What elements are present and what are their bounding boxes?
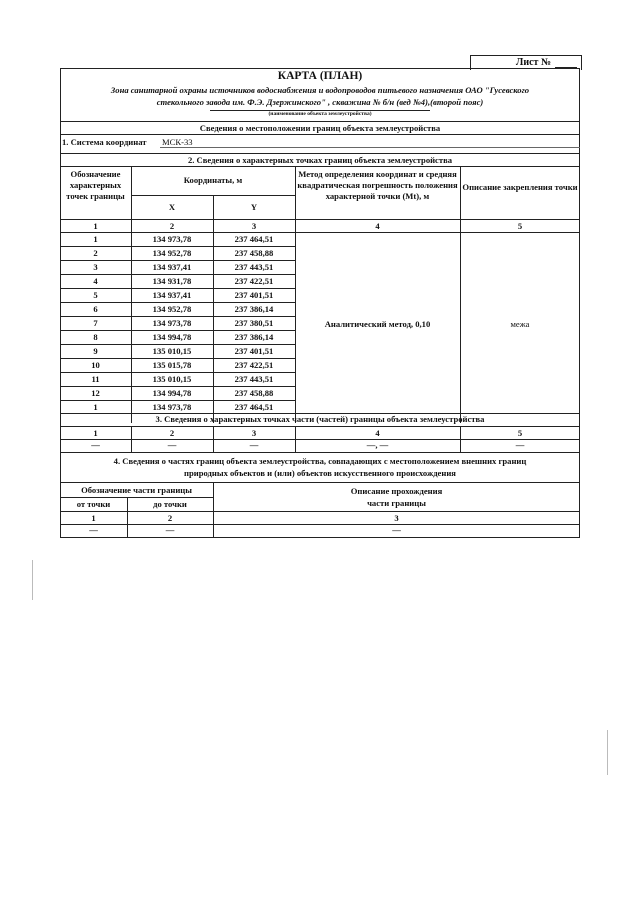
- object-name-line-2: стекольного завода им. Ф.Э. Дзержинского" , скважина № б/н (вед №4),(второй пояс): [156, 97, 484, 107]
- section-3-title: 3. Сведения о характерных точках части (частей) границы объекта землеустройства: [155, 414, 485, 424]
- description-header: Описание закрепления точки: [462, 182, 578, 192]
- row-point: 1: [93, 234, 98, 244]
- row-y: 237 458,88: [234, 248, 274, 258]
- row-x: 134 973,78: [152, 234, 192, 244]
- sheet-number-label: Лист №: [515, 57, 551, 68]
- col-number: 1: [91, 513, 96, 523]
- col-number: 4: [375, 428, 380, 438]
- row-y: 237 386,14: [234, 332, 274, 342]
- row-x: 135 010,15: [152, 374, 192, 384]
- to-point-header: до точки: [153, 499, 187, 509]
- part-designation-header: Обозначение части границы: [81, 485, 192, 495]
- description-value: межа: [510, 319, 530, 329]
- dash-cell: —: [167, 440, 177, 450]
- row-y: 237 422,51: [234, 276, 274, 286]
- dash-cell: —: [515, 440, 525, 450]
- row-y: 237 464,51: [234, 402, 274, 412]
- col-number: 5: [517, 221, 523, 231]
- col-number: 4: [375, 221, 380, 231]
- row-point: 9: [93, 346, 98, 356]
- row-y: 237 386,14: [234, 304, 274, 314]
- row-x: 134 952,78: [152, 248, 192, 258]
- col-number: 3: [251, 221, 257, 231]
- row-point: 2: [93, 248, 98, 258]
- row-x: 134 973,78: [152, 318, 192, 328]
- section-4-title-line-1: 4. Сведения о частях границ объекта землеустройства, совпадающих с местоположением внешних границ: [113, 456, 527, 466]
- coordinates-header: Координаты, м: [183, 175, 243, 185]
- dash-cell: —: [91, 440, 100, 450]
- col-number: 1: [93, 221, 98, 231]
- row-y: 237 401,51: [234, 290, 274, 300]
- y-header: Y: [250, 202, 258, 212]
- col-number: 2: [169, 428, 175, 438]
- section-header: Сведения о местоположении границ объекта землеустройства: [199, 123, 441, 133]
- object-name-caption: (наименование объекта землеустройства): [268, 111, 372, 117]
- col-number: 3: [394, 513, 399, 523]
- col-number: 2: [167, 513, 173, 523]
- row-x: 135 015,78: [152, 360, 192, 370]
- row-y: 237 380,51: [234, 318, 274, 328]
- row-y: 237 422,51: [234, 360, 274, 370]
- row-y: 237 401,51: [234, 346, 274, 356]
- passage-description-header-1: Описание прохождения: [350, 486, 443, 496]
- row-point: 3: [93, 262, 98, 272]
- row-point: 7: [93, 318, 98, 328]
- map-title: КАРТА (ПЛАН): [277, 70, 363, 82]
- row-x: 134 973,78: [152, 402, 192, 412]
- dash-cell: —: [165, 525, 175, 535]
- col-number: 2: [169, 221, 175, 231]
- row-point: 4: [93, 276, 98, 286]
- row-x: 135 010,15: [152, 346, 192, 356]
- row-point: 8: [93, 332, 98, 342]
- row-point: 5: [93, 290, 98, 300]
- method-header: Метод определения координат и средняя квадратическая погрешность положения характерной точки (Mt), м: [297, 169, 458, 201]
- point-designation-header: Обозначение характерных точек границы: [66, 169, 125, 201]
- row-x: 134 994,78: [152, 332, 192, 342]
- row-x: 134 937,41: [152, 262, 192, 272]
- scan-artifact: [607, 730, 608, 775]
- dash-cell: —: [249, 440, 259, 450]
- row-point: 6: [93, 304, 98, 314]
- row-point: 10: [91, 360, 100, 370]
- dash-cell: —, —: [366, 440, 389, 450]
- dash-cell: —: [89, 525, 98, 535]
- section-2-title: 2. Сведения о характерных точках границ объекта землеустройства: [187, 155, 453, 165]
- method-value: Аналитический метод, 0,10: [324, 319, 431, 329]
- row-y: 237 458,88: [234, 388, 274, 398]
- coord-system-label: 1. Система координат: [62, 137, 147, 147]
- col-number: 3: [251, 428, 257, 438]
- row-y: 237 443,51: [234, 262, 274, 272]
- col-number: 1: [93, 428, 98, 438]
- x-header: X: [168, 202, 176, 212]
- row-y: 237 464,51: [234, 234, 274, 244]
- row-x: 134 931,78: [152, 276, 192, 286]
- row-point: 1: [93, 402, 98, 412]
- coord-system-value: МСК-33: [162, 137, 193, 147]
- scan-artifact: [32, 560, 33, 600]
- row-y: 237 443,51: [234, 374, 274, 384]
- dash-cell: —: [392, 525, 401, 535]
- row-x: 134 994,78: [152, 388, 192, 398]
- from-point-header: от точки: [76, 499, 111, 509]
- section-4-title-line-2: природных объектов и (или) объектов искусственного происхождения: [184, 468, 456, 478]
- col-number: 5: [517, 428, 523, 438]
- row-x: 134 937,41: [152, 290, 192, 300]
- object-name-line-1: Зона санитарной охраны источников водоснабжения и водопроводов питьевого назначения ОАО "Гусевского: [110, 85, 530, 95]
- row-point: 11: [91, 374, 100, 384]
- passage-description-header-2: части границы: [367, 498, 426, 508]
- row-point: 12: [91, 388, 100, 398]
- row-x: 134 952,78: [152, 304, 192, 314]
